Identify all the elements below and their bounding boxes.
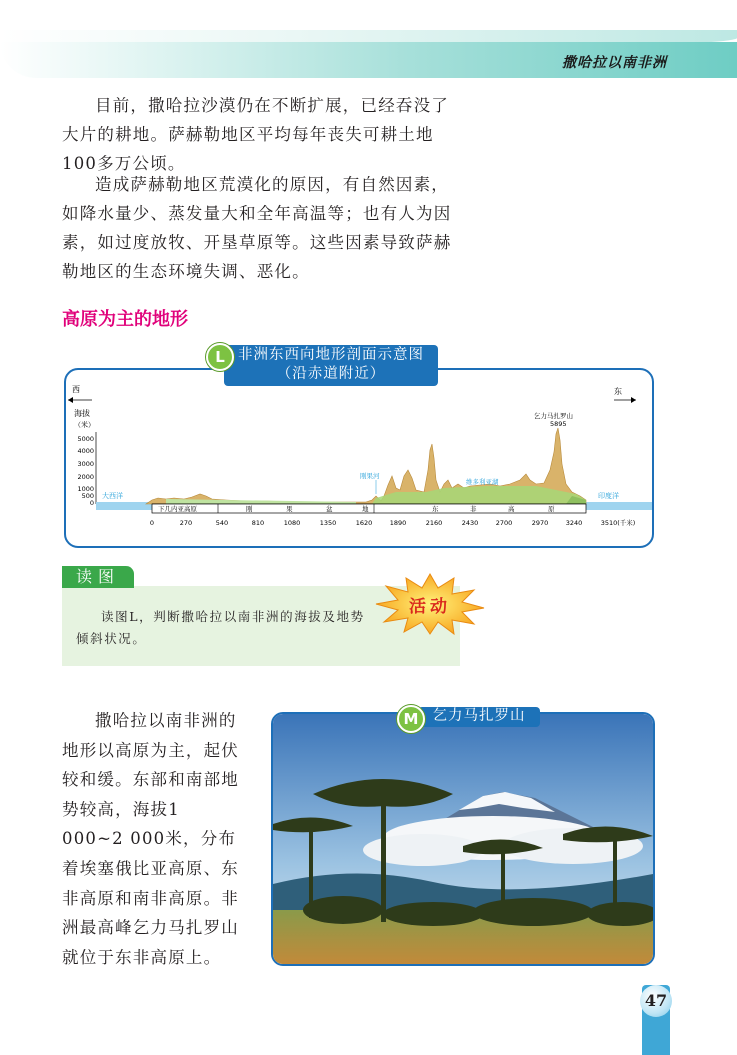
congo-basin-char: 盆 xyxy=(326,505,333,513)
running-header: 撒哈拉以南非洲 xyxy=(562,55,667,71)
x-ticks xyxy=(150,518,635,527)
west-label: 西 xyxy=(72,385,80,394)
y-tick: 4000 xyxy=(77,447,94,455)
paragraph-3: 撒哈拉以南非洲的地形以高原为主，起伏较和缓。东部和南部地势较高，海拔1 000~2 000米，分布着埃塞俄比亚高原、东非高原和南非高原。非洲最高峰乞力马扎罗山就位于东非高原上。 xyxy=(62,711,239,967)
congo-basin-char: 刚 xyxy=(246,505,253,513)
x-tick: 3510(千米) xyxy=(600,519,636,527)
page-number: 47 xyxy=(640,985,672,1017)
x-tick: 810 xyxy=(251,519,265,527)
figure-m-badge: M xyxy=(397,705,425,733)
west-arrowhead xyxy=(68,397,73,403)
reading-tab: 读图 xyxy=(62,566,134,588)
congo-river-label: 刚果河 xyxy=(360,472,380,480)
x-tick: 2970 xyxy=(531,519,549,527)
lowland-fill xyxy=(166,499,356,504)
atlantic-ocean xyxy=(96,502,152,510)
terrain-profile-diagram xyxy=(66,380,652,540)
region-bar xyxy=(152,504,586,513)
section-heading: 高原为主的地形 xyxy=(62,309,188,330)
figure-m-photo xyxy=(271,712,655,966)
y-tick: 5000 xyxy=(77,435,94,443)
x-tick: 2430 xyxy=(461,519,479,527)
y-ticks xyxy=(77,435,94,507)
paragraph-1: 目前，撒哈拉沙漠仍在不断扩展，已经吞没了大片的耕地。萨赫勒地区平均每年丧失可耕土地100多万公顷。 xyxy=(62,96,449,173)
activity-label: 活动 xyxy=(409,597,451,617)
x-tick: 0 xyxy=(149,519,155,527)
y-tick: 0 xyxy=(89,499,94,507)
indian-label: 印度洋 xyxy=(598,492,619,500)
x-tick: 3240 xyxy=(565,519,583,527)
indian-ocean xyxy=(586,502,652,510)
figure-l-title-line1: 非洲东西向地形剖面示意图 xyxy=(238,347,424,363)
congo-basin-char: 果 xyxy=(286,505,293,513)
reading-text: 读图L，判断撒哈拉以南非洲的海拔及地势倾斜状况。 xyxy=(76,609,365,646)
kilimanjaro-photo xyxy=(273,714,653,964)
x-tick: 2160 xyxy=(425,519,443,527)
figure-m-title: 乞力马扎罗山 xyxy=(418,707,540,727)
congo-basin-char: 地 xyxy=(362,505,369,513)
lower-guinea-label: 下几内亚高原 xyxy=(158,505,197,513)
x-tick: 2700 xyxy=(495,519,513,527)
paragraph-2: 造成萨赫勒地区荒漠化的原因，有自然因素，如降水量少、蒸发量大和全年高温等；也有人为因素，如过度放牧、开垦草原等。这些因素导致萨赫勒地区的生态环境失调、恶化。 xyxy=(62,175,452,281)
elevation-unit: （米） xyxy=(74,421,95,429)
east-label: 东 xyxy=(614,387,622,396)
kilimanjaro-height: 5895 xyxy=(550,420,567,428)
elevation-label: 海拔 xyxy=(74,409,90,418)
y-tick: 3000 xyxy=(77,460,94,468)
x-tick: 270 xyxy=(179,519,193,527)
x-tick: 1890 xyxy=(389,519,407,527)
activity-burst xyxy=(374,572,486,636)
x-tick: 1350 xyxy=(319,519,337,527)
lake-victoria-label: 维多利亚湖 xyxy=(466,478,499,486)
x-tick: 540 xyxy=(215,519,229,527)
east-africa-char: 原 xyxy=(548,505,555,513)
x-tick: 1620 xyxy=(355,519,373,527)
y-tick: 500 xyxy=(81,492,94,500)
east-arrowhead xyxy=(631,397,636,403)
east-africa-char: 高 xyxy=(508,505,515,513)
figure-l-badge: L xyxy=(206,343,234,371)
kilimanjaro-label: 乞力马扎罗山 xyxy=(534,412,573,420)
y-tick: 1000 xyxy=(77,485,94,493)
figure-l-title-line2: （沿赤道附近） xyxy=(276,366,386,382)
y-tick: 2000 xyxy=(77,473,94,481)
atlantic-label: 大西洋 xyxy=(102,492,123,500)
x-tick: 1080 xyxy=(283,519,301,527)
east-africa-char: 东 xyxy=(432,505,439,513)
east-africa-char: 非 xyxy=(470,505,477,513)
